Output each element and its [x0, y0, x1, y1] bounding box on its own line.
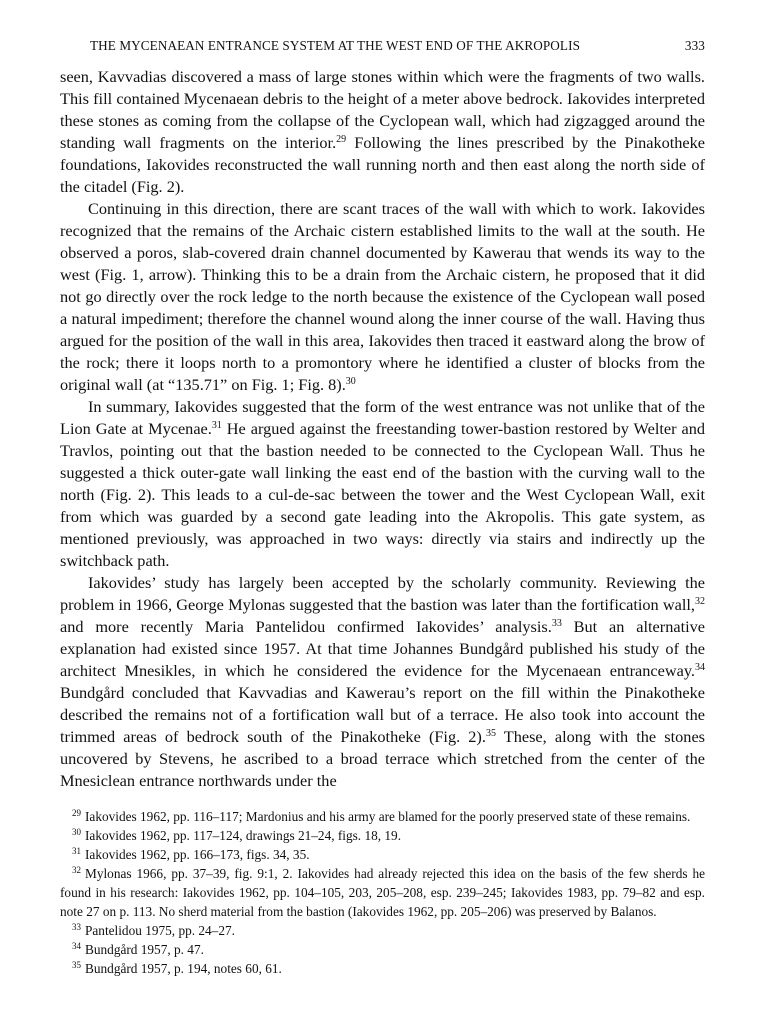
footnote-text: Bundgård 1957, p. 194, notes 60, 61. [85, 961, 282, 976]
footnote-number: 34 [72, 941, 81, 951]
body-paragraph [60, 572, 705, 792]
footnote-text: Pantelidou 1975, pp. 24–27. [85, 923, 235, 938]
paragraph-text: Following the lines prescribed by the Pinakotheke foundations, Iakovides reconstructed the wall running north and then east along the north side of the citadel (Fig. 2). [60, 133, 706, 196]
footnote [60, 921, 705, 940]
footnote-number: 31 [72, 846, 81, 856]
paragraph-text: seen, Kavvadias discovered a mass of large stones within which were the fragments of two walls. This fill contained Mycenaean debris to the height of a meter above bedrock. Iakovides interpreted these stones as coming from the collapse of the Cyclopean wall, which had zigzagged around the standing wall fragments on the interior. [60, 67, 705, 152]
paragraph-text: and more recently Maria Pantelidou confirmed Iakovides’ analysis. [60, 617, 552, 636]
paragraph-text: In summary, Iakovides suggested that the form of the west entrance was not unlike that of the Lion Gate at Mycenae. [60, 397, 705, 438]
footnote-text: Iakovides 1962, pp. 116–117; Mardonius and his army are blamed for the poorly preserved state of these remains. [85, 809, 691, 824]
paragraph-text: Bundgård concluded that Kavvadias and Kawerau’s report on the fill within the Pinakotheke described the remains not of a fortification wall but of a terrace. He also took into account the trimmed areas of bedrock south of the Pinakotheke (Fig. 2). [60, 683, 705, 746]
footnote [60, 807, 705, 826]
footnote-number: 30 [72, 827, 81, 837]
paragraph-text: These, along with the stones uncovered by Stevens, he ascribed to a broad terrace which stretched from the center of the Mnesiclean entrance northwards under the [60, 727, 706, 790]
footnote-text: Iakovides 1962, pp. 166–173, figs. 34, 35. [85, 847, 310, 862]
page-number: 333 [684, 38, 705, 53]
paragraph-text: Continuing in this direction, there are scant traces of the wall with which to work. Iakovides recognized that the remains of the Archaic cistern established limits to the wall at the south. He observed a poros, slab-covered drain channel documented by Kawerau that wends its way to the west (Fig. 1, arrow). Thinking this to be a drain from the Archaic cistern, he proposed that it did not go directly over the rock ledge to the north because the existence of the Cyclopean wall posed a natural impediment; therefore the channel wound along the inner course of the wall. Having thus argued for the position of the wall in this area, Iakovides then traced it eastward along the brow of the rock; there it loops north to a promontory where he identified a cluster of blocks from the original wall (at “135.71” on Fig. 1; Fig. 8). [60, 199, 705, 394]
footnote [60, 959, 705, 978]
footnote-number: 32 [72, 865, 81, 875]
paragraph-text: Iakovides’ study has largely been accepted by the scholarly community. Reviewing the problem in 1966, George Mylonas suggested that the bastion was later than the fortification wall, [60, 573, 705, 614]
body-text [60, 66, 705, 792]
footnote [60, 826, 705, 845]
paragraph-text: He argued against the freestanding tower-bastion restored by Welter and Travlos, pointing out that the bastion needed to be connected to the Cyclopean Wall. Thus he suggested a thick outer-gate wall linking the east end of the bastion with the curving wall to the north (Fig. 2). This leads to a cul-de-sac between the tower and the West Cyclopean Wall, exit from which was guarded by a second gate leading into the Akropolis. This gate system, as mentioned previously, was approached in two ways: directly via stairs and indirectly up the switchback path. [60, 419, 705, 570]
footnote [60, 845, 705, 864]
running-head [60, 38, 705, 54]
running-title: THE MYCENAEAN ENTRANCE SYSTEM AT THE WEST END OF THE AKROPOLIS [90, 38, 581, 53]
footnote-text: Bundgård 1957, p. 47. [85, 942, 204, 957]
body-paragraph [60, 66, 705, 198]
body-paragraph [60, 396, 705, 572]
footnote-ref: 33 [551, 618, 562, 629]
footnotes [60, 807, 705, 978]
footnote-number: 33 [72, 922, 81, 932]
paragraph-text: But an alternative explanation had existed since 1957. At that time Johannes Bundgård published his study of the architect Mnesikles, in which he considered the evidence for the Mycenaean entranceway. [60, 617, 705, 680]
footnote-ref: 31 [211, 420, 222, 431]
footnote-ref: 32 [695, 596, 705, 607]
footnote-text: Mylonas 1966, pp. 37–39, fig. 9:1, 2. Iakovides had already rejected this idea on the basis of the few sherds he found in his research: Iakovides 1962, pp. 104–105, 203, 205–208, esp. 239–245; Iakovides 1983, pp. 79–82 and esp. note 27 on p. 113. No sherd material from the bastion (Iakovides 1962, pp. 205–206) was preserved by Balanos. [60, 866, 705, 919]
footnote-text: Iakovides 1962, pp. 117–124, drawings 21–24, figs. 18, 19. [85, 828, 402, 843]
footnote-ref: 35 [485, 728, 496, 739]
footnote-ref: 29 [336, 134, 347, 145]
footnote-number: 29 [72, 808, 81, 818]
footnote-ref: 34 [695, 662, 705, 673]
body-paragraph [60, 198, 705, 396]
page [60, 38, 705, 998]
footnote [60, 864, 705, 921]
footnote [60, 940, 705, 959]
footnote-ref: 30 [345, 376, 356, 387]
footnote-number: 35 [72, 960, 81, 970]
